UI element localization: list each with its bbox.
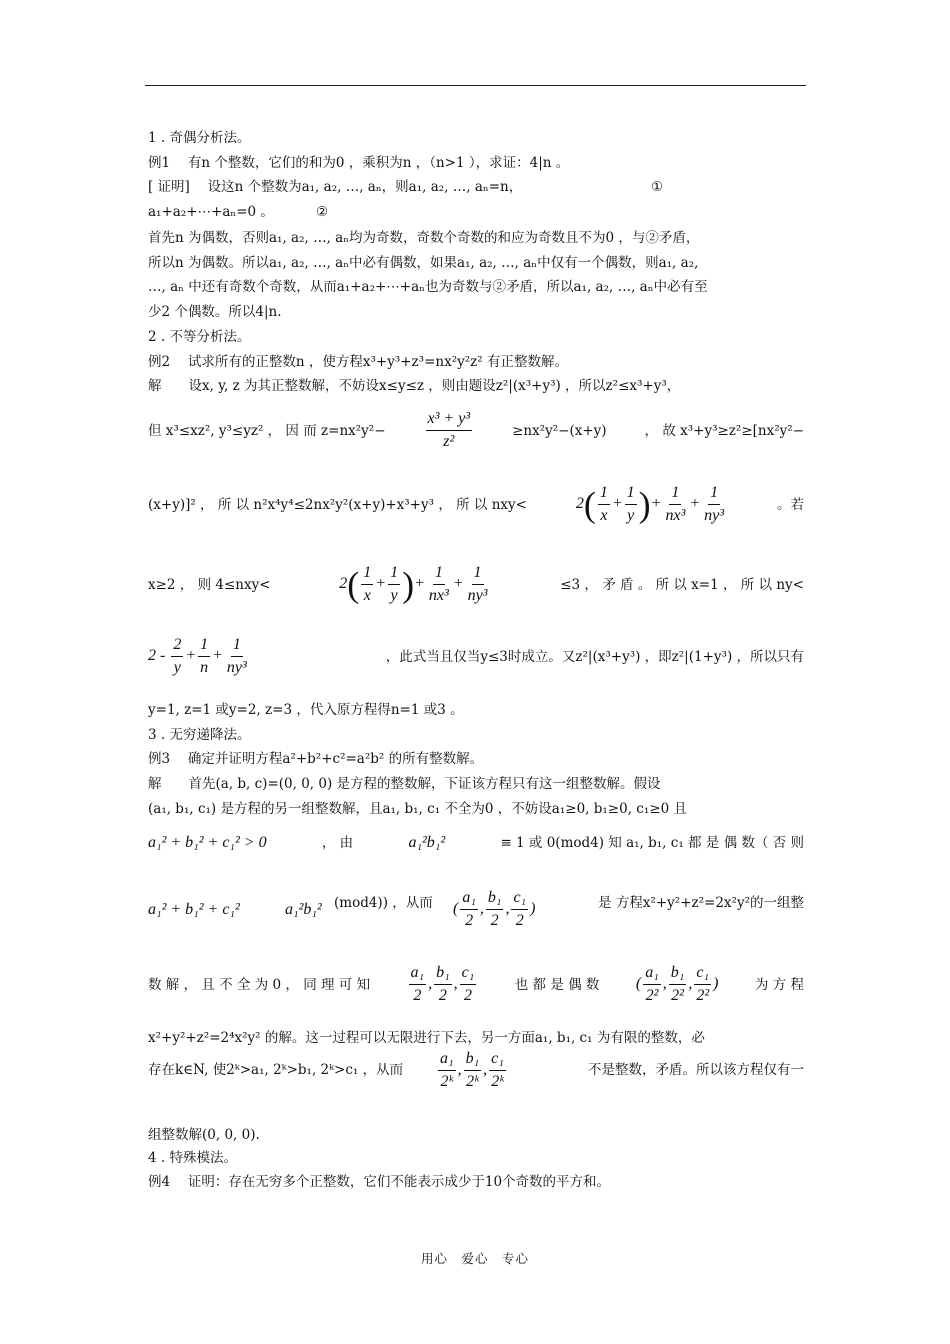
paragraph-line: (a₁, b₁, c₁) 是方程的另一组整数解，且a₁, b₁, c₁ 不全为0 ，不妨设a₁≥0, b₁≥0, c₁≥0 且 xyxy=(148,801,687,817)
fraction: $\frac{\text{x³ + y³}}{\text{z²}}$ xyxy=(427,410,471,450)
heading-parity: 1 . 奇偶分析法。 xyxy=(148,130,251,146)
heading-inequality: 2 . 不等分析法。 xyxy=(148,329,251,345)
proof-line: [ 证明] 设这n 个整数为a₁, a₂, …, aₙ，则a₁, a₂, …, aₙ=n， ① xyxy=(148,179,664,195)
equation-line: 但 x³≤xz², y³≤yz² ， 因 而 z=nx²y²− $\frac{\text{x³ + y³}}{\text{z²}}$ ≥nx²y²−(x+y) ， 故 x³+y³≥z²≥[nx²y²− xyxy=(148,408,804,453)
formula: a₁²b₁² xyxy=(285,901,322,918)
header-rule xyxy=(145,85,806,86)
sum-line: a₁+a₂+⋯+aₙ=0 。 ② xyxy=(148,204,329,220)
paragraph-line: …, aₙ 中还有奇数个奇数，从而a₁+a₂+⋯+aₙ也为奇数与②矛盾，所以a₁, a₂, …, aₙ中必有至 xyxy=(148,279,708,295)
solution-2: 解 设x, y, z 为其正整数解，不妨设x≤y≤z ，则由题设z²|(x³+y³) ，所以z²≤x³+y³， xyxy=(148,378,681,394)
paragraph-line: x²+y²+z²=2⁴x²y² 的解。这一过程可以无限进行下去，另一方面a₁, b₁, c₁ 为有限的整数，必 xyxy=(148,1030,705,1046)
equation-line: 2 - $\frac{2}{y}$ + $\frac{1}{n}$ + $\frac{1}{\text{ny³}}$ ，此式当且仅当y≤3时成立。又z²|(x³+y³) ，即z²|(1+y³) ，所以只有 xyxy=(148,634,804,679)
example-1: 例1 有n 个整数，它们的和为0 ，乘积为n ，（n>1 ），求证：4|n 。 xyxy=(148,155,570,171)
example-2: 例2 试求所有的正整数n ，使方程x³+y³+z³=nx²y²z² 有正整数解。 xyxy=(148,354,568,370)
solution-3: 解 首先(a, b, c)=(0, 0, 0) 是方程的整数解，下证该方程只有这一组整数解。假设 xyxy=(148,776,661,792)
fraction-tuple: $\frac{\text{a₁}}{\text{2ᵏ}}$ , $\frac{\text{b₁}}{\text{2ᵏ}}$ , $\frac{\text{c₁}}{\text{2ᵏ}}$ xyxy=(440,1050,504,1090)
paragraph-line: y=1, z=1 或y=2, z=3 ，代入原方程得n=1 或3 。 xyxy=(148,702,464,718)
paragraph-line: 首先n 为偶数，否则a₁, a₂, …, aₙ均为奇数，奇数个奇数的和应为奇数且不为0 ，与②矛盾， xyxy=(148,230,700,246)
page-footer: 用心 爱心 专心 xyxy=(420,1251,529,1266)
paragraph-line: 少2 个偶数。所以4|n. xyxy=(148,304,282,320)
example-3: 例3 确定并证明方程a²+b²+c²=a²b² 的所有整数解。 xyxy=(148,751,484,767)
equation-line: a₁² + b₁² + c₁² > 0 ， 由 a₁²b₁² ≡ 1 或 0(mod4) 知 a₁, b₁, c₁ 都 是 偶 数（ 否 则 xyxy=(148,834,804,851)
bound-expression: 2 - $\frac{2}{y}$ + $\frac{1}{n}$ + $\frac{1}{\text{ny³}}$ xyxy=(148,636,247,676)
example-4: 例4 证明：存在无穷多个正整数，它们不能表示成少于10个奇数的平方和。 xyxy=(148,1174,611,1190)
marker-1: ① xyxy=(651,179,664,195)
equation-line: x≥2 ， 则 4≤nxy< 2( $\frac{1}{x}$ + $\frac{1}{y}$ )+ $\frac{1}{\text{nx³}}$ + $\frac{1}{\text{ny³}}$ ≤3 ， 矛 盾 。 所 以 x=1 ， 所 以 ny< xyxy=(148,562,804,607)
bound-expression: 2( $\frac{1}{x}$ + $\frac{1}{y}$ )+ $\frac{1}{\text{nx³}}$ + $\frac{1}{\text{ny³}}$ xyxy=(339,564,488,605)
paragraph-line: 组整数解(0, 0, 0). xyxy=(148,1127,260,1143)
fraction-tuple: ( $\frac{\text{a₁}}{2}$ , $\frac{\text{b₁}}{2}$ , $\frac{\text{c₁}}{2}$ ) xyxy=(453,889,536,929)
marker-2: ② xyxy=(316,204,329,220)
equation-line: 数 解 ， 且 不 全 为 0 ， 同 理 可 知 $\frac{\text{a₁}}{2}$ , $\frac{\text{b₁}}{2}$ , $\frac{\text{c₁}}{2}$ 也 都 是 偶 数 ( $\frac{\text{a₁}}{\text{2²}}$ , $\frac{\text{b₁}}{\text{2²}}$ , $\frac{\text{c₁}}{\text{2²}}$ ) 为 方 程 xyxy=(148,962,804,1007)
equation-line: (x+y)]² ， 所 以 n²x⁴y⁴≤2nx²y²(x+y)+x³+y³ ， 所 以 nxy< 2( $\frac{1}{x}$ + $\frac{1}{y}$ )+ $\frac{1}{\text{nx³}}$ + $\frac{1}{\text{ny³}}$ 。若 xyxy=(148,482,804,527)
formula: a₁² + b₁² + c₁² > 0 xyxy=(148,834,267,851)
fraction-tuple: ( $\frac{\text{a₁}}{\text{2²}}$ , $\frac{\text{b₁}}{\text{2²}}$ , $\frac{\text{c₁}}{\text{2²}}$ ) xyxy=(635,964,719,1004)
bound-expression: 2( $\frac{1}{x}$ + $\frac{1}{y}$ )+ $\frac{1}{\text{nx³}}$ + $\frac{1}{\text{ny³}}$ xyxy=(575,484,725,525)
heading-special-mod: 4 . 特殊模法。 xyxy=(148,1150,237,1166)
formula: a₁² + b₁² + c₁² xyxy=(148,901,240,918)
formula: a₁²b₁² xyxy=(408,834,446,851)
paragraph-line: 所以n 为偶数。所以a₁, a₂, …, aₙ中必有偶数，如果a₁, a₂, …, aₙ中仅有一个偶数，则a₁, a₂, xyxy=(148,255,699,271)
heading-descent: 3 . 无穷递降法。 xyxy=(148,727,251,743)
fraction-tuple: $\frac{\text{a₁}}{2}$ , $\frac{\text{b₁}}{2}$ , $\frac{\text{c₁}}{2}$ xyxy=(410,964,475,1004)
